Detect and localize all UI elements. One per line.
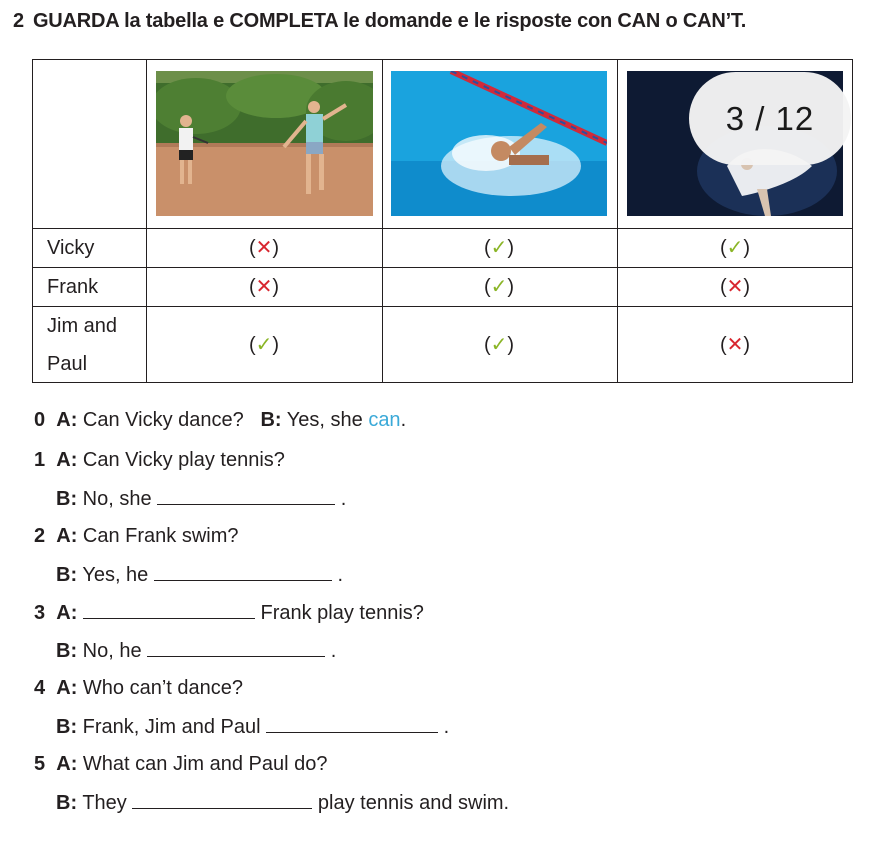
exercise-title — [13, 10, 746, 33]
tick-icon: ✓ — [490, 276, 508, 298]
speaker-a-label: A: — [56, 677, 78, 699]
paren-close: ) — [272, 237, 280, 259]
speaker-a-label: A: — [56, 449, 78, 471]
question-number: 1 — [34, 449, 46, 471]
paren-open: ( — [248, 276, 256, 298]
speaker-a-label: A: — [56, 602, 78, 624]
tick-icon: ✓ — [490, 334, 508, 356]
cross-icon: ✕ — [726, 334, 744, 356]
question-1-a — [34, 448, 285, 472]
question-5-b — [56, 790, 509, 815]
cross-icon: ✕ — [726, 276, 744, 298]
answer-text: Yes, she — [286, 409, 363, 431]
example-answer: can — [368, 409, 401, 431]
answer-blank[interactable] — [154, 562, 332, 581]
answer-text: Yes, he — [82, 564, 149, 586]
speaker-b-label: B: — [56, 488, 78, 510]
paren-open: ( — [483, 334, 491, 356]
punctuation: . — [340, 488, 347, 510]
tennis-photo — [156, 71, 373, 216]
punctuation: . — [330, 640, 337, 662]
punctuation: . — [443, 716, 450, 738]
question-number: 0 — [34, 409, 46, 431]
row-label-frank: Frank — [47, 276, 99, 298]
page-counter-badge: 3 / 12 — [689, 72, 851, 165]
speaker-b-label: B: — [56, 716, 78, 738]
paren-open: ( — [719, 276, 727, 298]
table-divider — [33, 306, 852, 307]
paren-open: ( — [719, 237, 727, 259]
paren-close: ) — [507, 237, 515, 259]
answer-blank[interactable] — [157, 486, 335, 505]
mark-vicky-dance — [705, 229, 765, 267]
answer-blank[interactable] — [147, 638, 325, 657]
punctuation: . — [400, 409, 407, 431]
answer-text: No, he — [82, 640, 142, 662]
question-1-b — [56, 486, 346, 511]
speaker-a-label: A: — [56, 753, 78, 775]
paren-close: ) — [743, 237, 751, 259]
row-label-vicky: Vicky — [47, 237, 95, 259]
question-2-b — [56, 562, 343, 587]
tick-icon: ✓ — [726, 237, 744, 259]
paren-open: ( — [248, 334, 256, 356]
answer-blank[interactable] — [132, 790, 312, 809]
paren-close: ) — [507, 334, 515, 356]
question-2-a — [34, 524, 239, 548]
row-label-line: Jim and — [47, 315, 118, 337]
question-number: 2 — [34, 525, 46, 547]
exercise-number: 2 — [13, 10, 24, 32]
question-number: 5 — [34, 753, 46, 775]
mark-frank-tennis — [234, 268, 294, 306]
paren-open: ( — [248, 237, 256, 259]
mark-vicky-tennis — [234, 229, 294, 267]
paren-close: ) — [743, 334, 751, 356]
punctuation: . — [337, 564, 343, 586]
question-text: Can Vicky play tennis? — [82, 449, 285, 471]
row-label-jim-and-paul — [47, 307, 117, 383]
mark-jimpaul-tennis — [234, 326, 294, 364]
question-0 — [34, 408, 406, 432]
row-label-line: Paul — [47, 353, 88, 375]
cross-icon: ✕ — [255, 237, 273, 259]
question-text: Can Vicky dance? — [82, 409, 244, 431]
answer-text: They — [82, 792, 127, 814]
question-4-a — [34, 676, 243, 700]
question-3-a — [34, 600, 424, 625]
mark-frank-swim — [469, 268, 529, 306]
mark-frank-dance — [705, 268, 765, 306]
paren-close: ) — [743, 276, 751, 298]
mark-jimpaul-swim — [469, 326, 529, 364]
paren-open: ( — [719, 334, 727, 356]
question-text: Can Frank swim? — [82, 525, 239, 547]
tick-icon: ✓ — [255, 334, 273, 356]
paren-open: ( — [483, 276, 491, 298]
paren-close: ) — [272, 276, 280, 298]
question-text: Who can’t dance? — [82, 677, 244, 699]
question-number: 3 — [34, 602, 46, 624]
speaker-b-label: B: — [260, 409, 282, 431]
speaker-b-label: B: — [56, 792, 78, 814]
paren-close: ) — [507, 276, 515, 298]
cross-icon: ✕ — [255, 276, 273, 298]
answer-blank[interactable] — [266, 714, 438, 733]
table-divider — [382, 60, 383, 382]
answer-text: Frank, Jim and Paul — [82, 716, 261, 738]
question-4-b — [56, 714, 449, 739]
speaker-b-label: B: — [56, 640, 78, 662]
answer-text: play tennis and swim. — [317, 792, 510, 814]
question-text: Frank play tennis? — [260, 602, 424, 624]
exercise-instruction: GUARDA la tabella e COMPLETA le domande e le risposte con CAN o CAN’T. — [32, 10, 747, 32]
mark-vicky-swim — [469, 229, 529, 267]
tick-icon: ✓ — [490, 237, 508, 259]
speaker-a-label: A: — [56, 525, 78, 547]
question-text: What can Jim and Paul do? — [82, 753, 328, 775]
paren-open: ( — [483, 237, 491, 259]
answer-text: No, she — [82, 488, 152, 510]
table-divider — [617, 60, 618, 382]
question-number: 4 — [34, 677, 46, 699]
answer-blank[interactable] — [83, 600, 255, 619]
swimming-photo — [391, 71, 607, 216]
table-divider — [146, 60, 147, 382]
question-5-a — [34, 752, 328, 776]
paren-close: ) — [272, 334, 280, 356]
mark-jimpaul-dance — [705, 326, 765, 364]
question-3-b — [56, 638, 336, 663]
speaker-b-label: B: — [56, 564, 78, 586]
speaker-a-label: A: — [56, 409, 78, 431]
